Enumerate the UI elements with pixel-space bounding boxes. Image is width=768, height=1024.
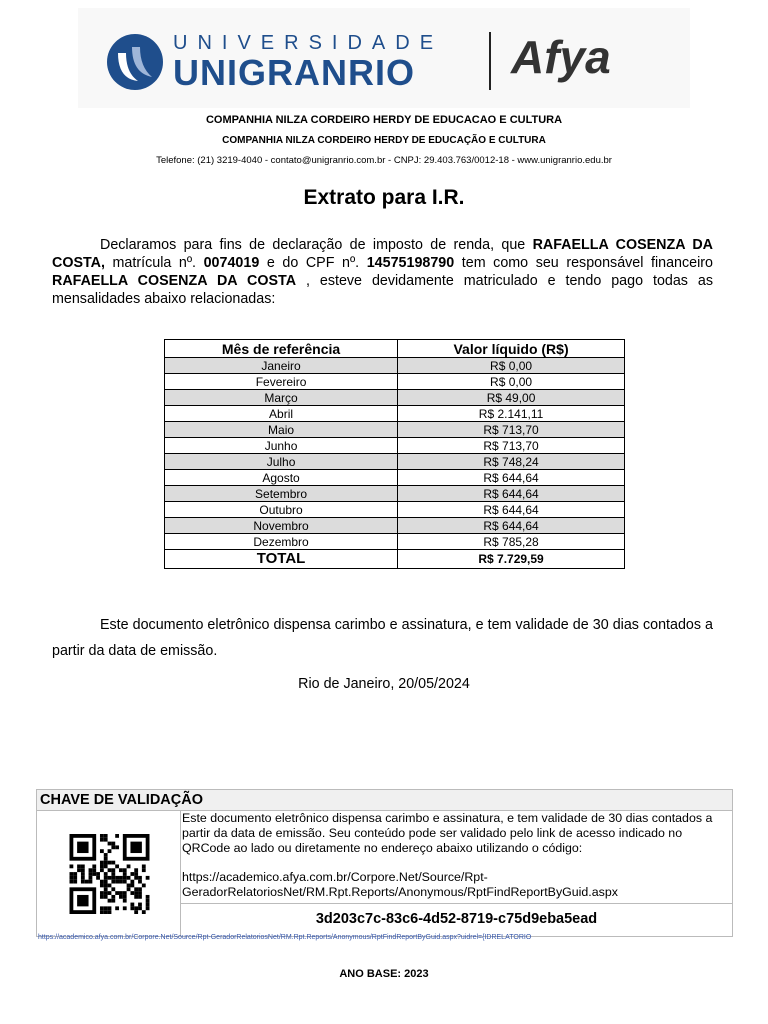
table-header-row: [165, 340, 625, 358]
value-cell: R$ 644,64: [398, 502, 625, 518]
total-label: TOTAL: [165, 550, 398, 569]
month-cell: Novembro: [165, 518, 398, 534]
month-cell: Junho: [165, 438, 398, 454]
month-cell: Fevereiro: [165, 374, 398, 390]
month-cell: Setembro: [165, 486, 398, 502]
value-cell: R$ 644,64: [398, 486, 625, 502]
qr-cell: [37, 811, 181, 936]
table-row: [165, 438, 625, 454]
validation-header: [37, 790, 732, 811]
value-cell: R$ 713,70: [398, 422, 625, 438]
table-row: [165, 390, 625, 406]
total-row: [165, 550, 625, 569]
value-cell: R$ 785,28: [398, 534, 625, 550]
logo-universidade-text: UNIVERSIDADE: [173, 32, 444, 54]
table-row: [165, 518, 625, 534]
table-row: [165, 534, 625, 550]
month-cell: Abril: [165, 406, 398, 422]
value-cell: R$ 49,00: [398, 390, 625, 406]
validation-code-cell: [181, 903, 732, 936]
table-row: [165, 502, 625, 518]
matricula-number: 0074019: [203, 255, 260, 271]
value-cell: R$ 2.141,11: [398, 406, 625, 422]
validation-code: 3d203c7c-83c6-4d52-8719-c75d9eba5ead: [315, 911, 598, 927]
validation-box: [36, 789, 733, 937]
validity-note-text: Este documento eletrônico dispensa carimbo e assinatura, e tem validade de 30 dias contados a partir da data de emissão.: [52, 617, 713, 659]
total-value: R$ 7.729,59: [398, 550, 625, 569]
table-row: [165, 406, 625, 422]
value-cell: R$ 644,64: [398, 470, 625, 486]
table-row: [165, 470, 625, 486]
validation-url[interactable]: https://academico.afya.com.br/Corpore.Net/Source/Rpt-GeradorRelatoriosNet/RM.Rpt.Reports/Anonymous/RptFindReportByGuid.aspx: [182, 870, 618, 899]
validation-text-cell: [182, 811, 730, 900]
value-cell: R$ 748,24: [398, 454, 625, 470]
value-cell: R$ 0,00: [398, 358, 625, 374]
validation-description: Este documento eletrônico dispensa carimbo e assinatura, e tem validade de 30 dias contados a partir da data de emissão. Seu conteúdo pode ser validado pelo link de acesso indicado no QRCode ao lado ou diretamente no endereço abaixo utilizando o código:: [182, 811, 713, 855]
month-cell: Maio: [165, 422, 398, 438]
column-header-month: Mês de referência: [165, 340, 398, 358]
logo-unigranrio-text: UNIGRANRIO: [173, 52, 415, 93]
responsible-name: RAFAELLA COSENZA DA COSTA: [52, 273, 297, 289]
company-name-line1: COMPANHIA NILZA CORDEIRO HERDY DE EDUCACAO E CULTURA: [205, 114, 563, 126]
month-cell: Outubro: [165, 502, 398, 518]
value-cell: R$ 713,70: [398, 438, 625, 454]
table-body: [165, 358, 625, 569]
ano-base: ANO BASE: 2023: [339, 968, 429, 980]
month-cell: Agosto: [165, 470, 398, 486]
decl-text: matrícula nº.: [104, 255, 204, 271]
decl-text: Declaramos para fins de declaração de imposto de renda, que: [100, 237, 533, 253]
decl-text: tem como seu responsável financeiro: [454, 255, 713, 271]
place-date: Rio de Janeiro, 20/05/2024: [298, 676, 470, 692]
logo-divider: [489, 32, 491, 90]
unigranrio-logo-icon: [106, 33, 164, 91]
value-cell: R$ 0,00: [398, 374, 625, 390]
company-contact-line: Telefone: (21) 3219-4040 - contato@unigranrio.com.br - CNPJ: 29.403.763/0012-18 - www.unigranrio.edu.br: [156, 155, 612, 166]
document-title: Extrato para I.R.: [303, 186, 465, 209]
column-header-value: Valor líquido (R$): [398, 340, 625, 358]
table-row: [165, 374, 625, 390]
qr-code-icon[interactable]: [67, 834, 152, 914]
header-logo-area: [78, 8, 690, 108]
declaration-paragraph: [52, 236, 713, 308]
decl-text: e do CPF nº.: [259, 255, 367, 271]
month-cell: Março: [165, 390, 398, 406]
student-name: RAFAELLA COSENZA DA COSTA,: [52, 237, 713, 271]
logo-afya-text: Afya: [511, 31, 611, 83]
payments-table: [164, 339, 625, 569]
footer-url-link[interactable]: https://academico.afya.com.br/Corpore.Net/Source/Rpt-GeradorRelatoriosNet/RM.Rpt.Reports/Anonymous/RptFindReportByGuid.aspx?uidrel={IDRELATORIO: [38, 934, 532, 941]
value-cell: R$ 644,64: [398, 518, 625, 534]
cpf-number: 14575198790: [366, 255, 455, 271]
validation-heading: CHAVE DE VALIDAÇÃO: [40, 792, 203, 808]
validity-note: [52, 612, 713, 664]
table-row: [165, 486, 625, 502]
table-row: [165, 454, 625, 470]
month-cell: Dezembro: [165, 534, 398, 550]
month-cell: Janeiro: [165, 358, 398, 374]
table-row: [165, 422, 625, 438]
table-row: [165, 358, 625, 374]
decl-text: , esteve devidamente matriculado e tendo pago todas as mensalidades abaixo relacionadas:: [52, 273, 713, 307]
company-name-line2: COMPANHIA NILZA CORDEIRO HERDY DE EDUCAÇÃO E CULTURA: [222, 135, 546, 146]
month-cell: Julho: [165, 454, 398, 470]
